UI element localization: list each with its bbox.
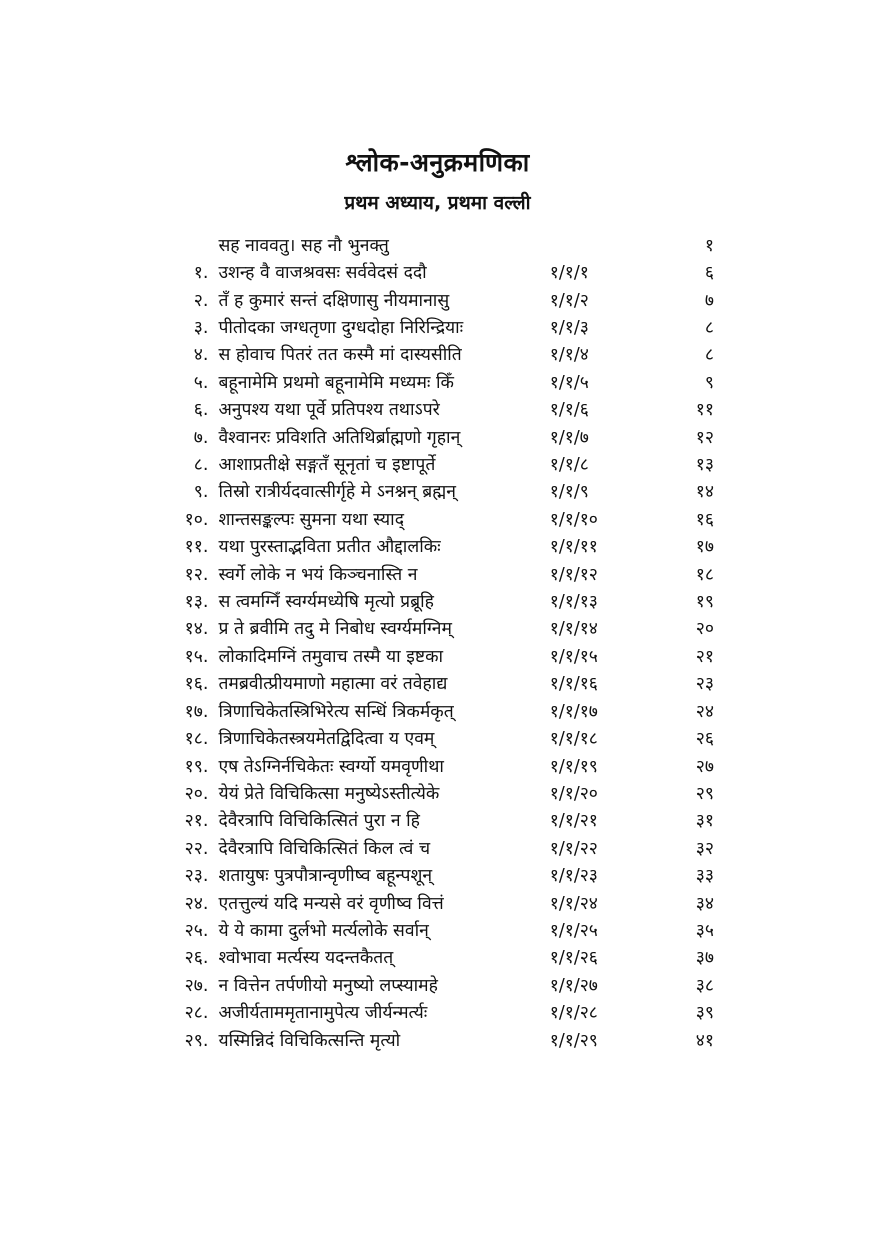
verse-number: ६.	[193, 400, 209, 421]
page-number: १४	[695, 482, 714, 503]
page-number: २४	[695, 701, 714, 722]
verse-text: लोकादिमग्निं तमुवाच तस्मै या इष्टका	[218, 646, 444, 667]
verse-number: २४.	[184, 893, 209, 914]
table-row	[158, 397, 718, 424]
page-number: १७	[695, 537, 714, 558]
table-row	[158, 808, 718, 835]
verse-reference	[544, 233, 655, 260]
page-number: ६	[704, 263, 714, 284]
verse-reference: १/१/९	[549, 482, 589, 503]
verse-text: तँ ह कुमारं सन्तं दक्षिणासु नीयमानासु	[218, 290, 450, 311]
verse-text: त्रिणाचिकेतस्त्रिभिरेत्य सन्धिं त्रिकर्मकृत्	[218, 701, 454, 722]
verse-reference: १/१/२९	[549, 1030, 598, 1051]
page-number: २०	[695, 619, 714, 640]
verse-number: २६.	[184, 948, 209, 969]
verse-reference: १/१/१४	[549, 619, 598, 640]
table-row	[158, 726, 718, 753]
verse-text: त्रिणाचिकेतस्त्रयमेतद्विदित्वा य एवम्	[218, 729, 435, 750]
table-row	[158, 1000, 718, 1027]
verse-text: सह नाववतु। सह नौ भुनक्तु	[218, 235, 389, 256]
verse-number: १७.	[184, 701, 209, 722]
table-row	[158, 754, 718, 781]
verse-reference: १/१/२६	[549, 948, 598, 969]
verse-number: २७.	[184, 975, 209, 996]
page-number: ३१	[695, 811, 714, 832]
verse-reference: १/१/१७	[549, 701, 598, 722]
page-number: २६	[695, 729, 714, 750]
verse-reference: १/१/१९	[549, 756, 598, 777]
page-number: २७	[695, 756, 714, 777]
verse-text: स होवाच पितरं तत कस्मै मां दास्यसीति	[218, 345, 462, 366]
verse-reference: १/१/३	[549, 318, 589, 339]
verse-text: उशन्ह वै वाजश्रवसः सर्ववेदसं ददौ	[218, 263, 427, 284]
page-number: १९	[695, 592, 714, 613]
table-row	[158, 452, 718, 479]
page-number: १८	[695, 564, 714, 585]
verse-text: देवैरत्रापि विचिकित्सितं पुरा न हि	[218, 811, 420, 832]
page-number: २१	[695, 646, 714, 667]
verse-number: २५.	[184, 920, 209, 941]
verse-text: यस्मिन्निदं विचिकित्सन्ति मृत्यो	[218, 1030, 401, 1051]
verse-number: १.	[193, 263, 209, 284]
table-row	[158, 589, 718, 616]
table-row	[158, 315, 718, 342]
page-number: ३७	[695, 948, 714, 969]
verse-number: ४.	[193, 345, 209, 366]
verse-reference: १/१/१८	[549, 729, 598, 750]
verse-number: २०.	[184, 783, 209, 804]
verse-text: बहूनामेमि प्रथमो बहूनामेमि मध्यमः किँ	[218, 372, 454, 393]
verse-text: स्वर्गे लोके न भयं किञ्चनास्ति न	[218, 564, 418, 585]
verse-number: १६.	[184, 674, 209, 695]
verse-number: २२.	[184, 838, 209, 859]
verse-text: पीतोदका जग्धतृणा दुग्धदोहा निरिन्द्रियाः	[218, 318, 464, 339]
table-row	[158, 233, 718, 260]
verse-text: श्वोभावा मर्त्यस्य यदन्तकैतत्	[218, 948, 394, 969]
verse-text: तमब्रवीत्प्रीयमाणो महात्मा वरं तवेहाद्य	[218, 674, 448, 695]
verse-reference: १/१/२३	[549, 866, 598, 887]
verse-number: २.	[193, 290, 209, 311]
page-subtitle: प्रथम अध्याय, प्रथमा वल्ली	[344, 192, 531, 214]
verse-reference: १/१/१५	[549, 646, 598, 667]
verse-reference: १/१/११	[549, 537, 598, 558]
verse-reference: १/१/२५	[549, 920, 598, 941]
table-row	[158, 671, 718, 698]
verse-index-table	[158, 233, 718, 1055]
verse-reference: १/१/१६	[549, 674, 598, 695]
verse-reference: १/१/२२	[549, 838, 598, 859]
verse-reference: १/१/७	[549, 427, 589, 448]
table-row	[158, 260, 718, 287]
table-row	[158, 479, 718, 506]
table-row	[158, 507, 718, 534]
page-number: २९	[695, 783, 714, 804]
table-row	[158, 534, 718, 561]
verse-reference: १/१/६	[549, 400, 589, 421]
table-row	[158, 1028, 718, 1055]
verse-number: ११.	[184, 537, 209, 558]
table-row	[158, 342, 718, 369]
verse-text: शान्तसङ्कल्पः सुमना यथा स्याद्	[218, 509, 405, 530]
verse-reference: १/१/२७	[549, 975, 598, 996]
verse-reference: १/१/१०	[549, 509, 598, 530]
table-row	[158, 973, 718, 1000]
verse-number: ३.	[193, 318, 209, 339]
page-number: ७	[704, 290, 714, 311]
verse-reference: १/१/२४	[549, 893, 598, 914]
verse-text: तिस्रो रात्रीर्यदवात्सीर्गृहे मे ऽनश्नन् ब्रह्मन्	[218, 482, 456, 503]
page-number: ८	[704, 345, 714, 366]
verse-text: ये ये कामा दुर्लभो मर्त्यलोके सर्वान्	[218, 920, 429, 941]
verse-number: २९.	[184, 1030, 209, 1051]
verse-text: स त्वमग्निँ स्वर्ग्यमध्येषि मृत्यो प्रब्रूहि	[218, 592, 434, 613]
verse-number: १५.	[184, 646, 209, 667]
page-number: २३	[695, 674, 714, 695]
verse-number: २३.	[184, 866, 209, 887]
verse-reference: १/१/२०	[549, 783, 598, 804]
page-number: १३	[695, 455, 714, 476]
verse-number: ८.	[193, 455, 209, 476]
table-row	[158, 616, 718, 643]
table-row	[158, 918, 718, 945]
table-row	[158, 288, 718, 315]
page-number: ९	[704, 372, 714, 393]
verse-text: अजीर्यताममृतानामुपेत्य जीर्यन्मर्त्यः	[218, 1003, 428, 1024]
page-number: ३९	[695, 1003, 714, 1024]
page-number: ११	[695, 400, 714, 421]
table-row	[158, 863, 718, 890]
verse-text: न वित्तेन तर्पणीयो मनुष्यो लप्स्यामहे	[218, 975, 438, 996]
verse-text: एतत्तुल्यं यदि मन्यसे वरं वृणीष्व वित्तं	[218, 893, 444, 914]
verse-reference: १/१/२८	[549, 1003, 598, 1024]
verse-text: यथा पुरस्ताद्भविता प्रतीत औद्दालकिः	[218, 537, 441, 558]
verse-number: १२.	[184, 564, 209, 585]
table-row	[158, 425, 718, 452]
page-number: ३४	[695, 893, 714, 914]
verse-text: शतायुषः पुत्रपौत्रान्वृणीष्व बहून्पशून्	[218, 866, 433, 887]
table-row	[158, 836, 718, 863]
verse-text: देवैरत्रापि विचिकित्सितं किल त्वं च	[218, 838, 431, 859]
verse-number: १९.	[184, 756, 209, 777]
verse-reference: १/१/२१	[549, 811, 598, 832]
page-number: १	[704, 235, 714, 256]
verse-number: १०.	[184, 509, 209, 530]
page-title: श्लोक-अनुक्रमणिका	[345, 148, 530, 177]
table-row	[158, 562, 718, 589]
verse-number: २८.	[184, 1003, 209, 1024]
verse-reference: १/१/२	[549, 290, 589, 311]
page-number: १६	[695, 509, 714, 530]
table-row	[158, 699, 718, 726]
page-number: ४१	[695, 1030, 714, 1051]
verse-text: आशाप्रतीक्षे सङ्गतँ सूनृतां च इष्टापूर्ते	[218, 455, 436, 476]
verse-reference: १/१/१	[549, 263, 589, 284]
verse-reference: १/१/४	[549, 345, 589, 366]
verse-number	[158, 233, 218, 260]
verse-text: अनुपश्य यथा पूर्वे प्रतिपश्य तथाऽपरे	[218, 400, 440, 421]
heading-block	[0, 0, 875, 215]
table-row	[158, 781, 718, 808]
page-number: ३३	[695, 866, 714, 887]
verse-number: १३.	[184, 592, 209, 613]
page-number: ८	[704, 318, 714, 339]
verse-number: १४.	[184, 619, 209, 640]
verse-reference: १/१/१३	[549, 592, 598, 613]
verse-number: ९.	[193, 482, 209, 503]
verse-number: २१.	[184, 811, 209, 832]
table-row	[158, 891, 718, 918]
page-number: ३२	[695, 838, 714, 859]
table-row	[158, 945, 718, 972]
verse-index-body	[158, 233, 718, 1055]
verse-reference: १/१/१२	[549, 564, 598, 585]
verse-reference: १/१/५	[549, 372, 589, 393]
verse-reference: १/१/८	[549, 455, 589, 476]
verse-number: १८.	[184, 729, 209, 750]
verse-text: वैश्वानरः प्रविशति अतिथिर्ब्राह्मणो गृहान्	[218, 427, 461, 448]
page-number: ३८	[695, 975, 714, 996]
verse-text: एष तेऽग्निर्नचिकेतः स्वर्ग्यो यमवृणीथा	[218, 756, 444, 777]
verse-number: ७.	[193, 427, 209, 448]
verse-text: प्र ते ब्रवीमि तदु मे निबोध स्वर्ग्यमग्निम्	[218, 619, 452, 640]
page-number: ३५	[695, 920, 714, 941]
page-number: १२	[695, 427, 714, 448]
verse-text: येयं प्रेते विचिकित्सा मनुष्येऽस्तीत्येके	[218, 783, 440, 804]
table-row	[158, 644, 718, 671]
table-row	[158, 370, 718, 397]
verse-number: ५.	[193, 372, 209, 393]
